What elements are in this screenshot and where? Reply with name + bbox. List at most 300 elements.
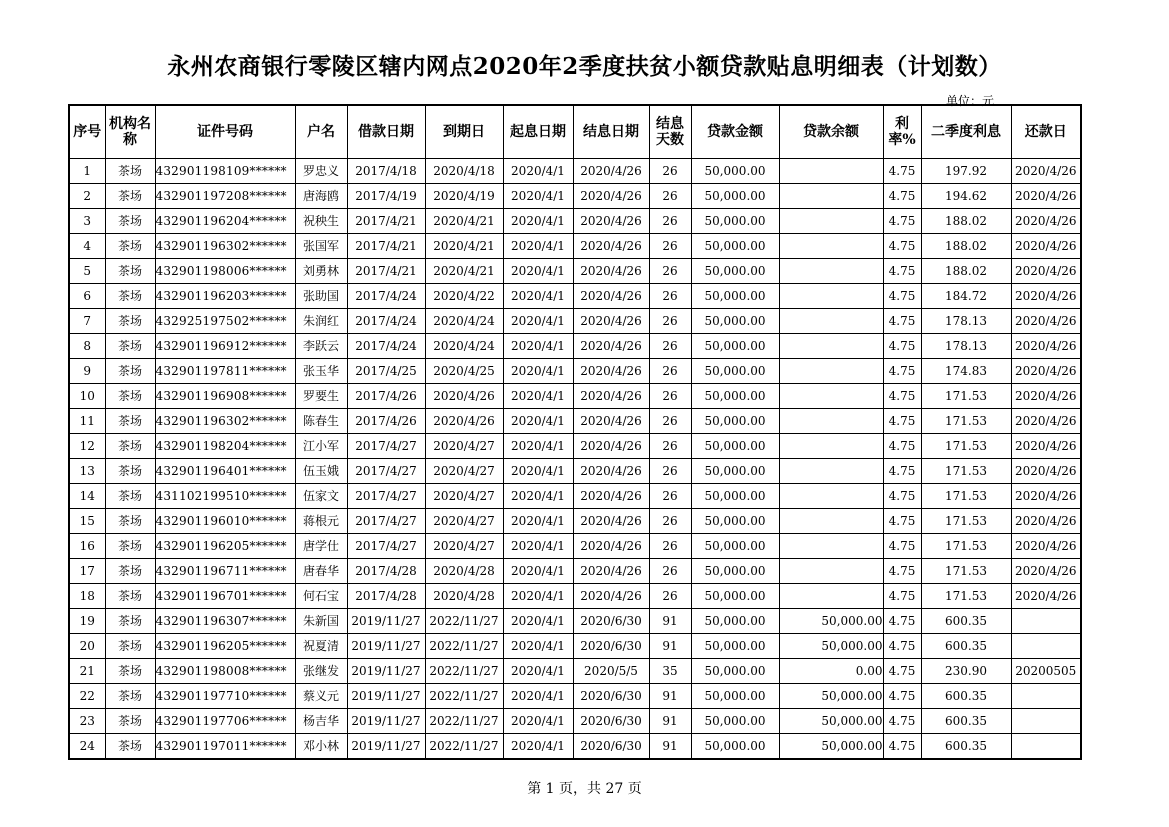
account-name-cell: 张国军: [295, 234, 347, 259]
account-name-cell: 刘勇林: [295, 259, 347, 284]
header-cell: 借款日期: [347, 105, 425, 159]
row-number-cell: 6: [69, 284, 105, 309]
interest-settle-date-cell: 2020/4/26: [573, 434, 649, 459]
interest-rate-cell: 4.75: [883, 259, 921, 284]
interest-days-cell: 26: [649, 234, 691, 259]
loan-date-cell: 2017/4/21: [347, 234, 425, 259]
interest-start-date-cell: 2020/4/1: [503, 509, 573, 534]
id-number-cell: 432901197811******: [155, 359, 295, 384]
interest-rate-cell: 4.75: [883, 709, 921, 734]
interest-start-date-cell: 2020/4/1: [503, 159, 573, 184]
account-name-cell: 蔡义元: [295, 684, 347, 709]
row-number-cell: 20: [69, 634, 105, 659]
branch-name-cell: 茶场: [105, 234, 155, 259]
loan-date-cell: 2019/11/27: [347, 659, 425, 684]
loan-amount-cell: 50,000.00: [691, 259, 779, 284]
interest-start-date-cell: 2020/4/1: [503, 709, 573, 734]
loan-amount-cell: 50,000.00: [691, 284, 779, 309]
interest-settle-date-cell: 2020/6/30: [573, 609, 649, 634]
interest-rate-cell: 4.75: [883, 209, 921, 234]
account-name-cell: 蒋根元: [295, 509, 347, 534]
repayment-date-cell: 2020/4/26: [1011, 334, 1081, 359]
row-number-cell: 9: [69, 359, 105, 384]
row-number-cell: 22: [69, 684, 105, 709]
due-date-cell: 2020/4/19: [425, 184, 503, 209]
loan-amount-cell: 50,000.00: [691, 209, 779, 234]
interest-start-date-cell: 2020/4/1: [503, 334, 573, 359]
interest-days-cell: 91: [649, 634, 691, 659]
account-name-cell: 朱新国: [295, 609, 347, 634]
interest-start-date-cell: 2020/4/1: [503, 684, 573, 709]
row-number-cell: 18: [69, 584, 105, 609]
branch-name-cell: 茶场: [105, 284, 155, 309]
header-row: [69, 105, 1081, 159]
interest-rate-cell: 4.75: [883, 584, 921, 609]
table-row: [69, 559, 1081, 584]
id-number-cell: 432901197706******: [155, 709, 295, 734]
interest-days-cell: 26: [649, 409, 691, 434]
loan-date-cell: 2019/11/27: [347, 634, 425, 659]
loan-date-cell: 2017/4/24: [347, 284, 425, 309]
q2-interest-cell: 188.02: [921, 234, 1011, 259]
interest-settle-date-cell: 2020/4/26: [573, 384, 649, 409]
unit-label: 单位：元: [946, 94, 995, 108]
interest-start-date-cell: 2020/4/1: [503, 209, 573, 234]
interest-settle-date-cell: 2020/4/26: [573, 284, 649, 309]
interest-settle-date-cell: 2020/4/26: [573, 309, 649, 334]
loan-date-cell: 2019/11/27: [347, 709, 425, 734]
loan-amount-cell: 50,000.00: [691, 459, 779, 484]
interest-days-cell: 26: [649, 534, 691, 559]
table-row: [69, 659, 1081, 684]
branch-name-cell: 茶场: [105, 359, 155, 384]
table-row: [69, 384, 1081, 409]
table-row: [69, 609, 1081, 634]
interest-rate-cell: 4.75: [883, 609, 921, 634]
loan-balance-cell: [779, 159, 883, 184]
interest-rate-cell: 4.75: [883, 309, 921, 334]
account-name-cell: 朱润红: [295, 309, 347, 334]
loan-amount-cell: 50,000.00: [691, 484, 779, 509]
due-date-cell: 2020/4/21: [425, 234, 503, 259]
loan-amount-cell: 50,000.00: [691, 309, 779, 334]
id-number-cell: 432901198008******: [155, 659, 295, 684]
account-name-cell: 李跃云: [295, 334, 347, 359]
interest-settle-date-cell: 2020/4/26: [573, 209, 649, 234]
interest-rate-cell: 4.75: [883, 284, 921, 309]
interest-days-cell: 91: [649, 734, 691, 760]
interest-days-cell: 26: [649, 184, 691, 209]
loan-amount-cell: 50,000.00: [691, 359, 779, 384]
loan-balance-cell: 50,000.00: [779, 734, 883, 760]
interest-rate-cell: 4.75: [883, 634, 921, 659]
table-row: [69, 584, 1081, 609]
account-name-cell: 张助国: [295, 284, 347, 309]
q2-interest-cell: 197.92: [921, 159, 1011, 184]
loan-amount-cell: 50,000.00: [691, 334, 779, 359]
interest-settle-date-cell: 2020/4/26: [573, 484, 649, 509]
loan-date-cell: 2017/4/27: [347, 534, 425, 559]
loan-amount-cell: 50,000.00: [691, 609, 779, 634]
due-date-cell: 2020/4/18: [425, 159, 503, 184]
id-number-cell: 432901196701******: [155, 584, 295, 609]
row-number-cell: 13: [69, 459, 105, 484]
account-name-cell: 杨吉华: [295, 709, 347, 734]
id-number-cell: 432901196205******: [155, 534, 295, 559]
loan-balance-cell: [779, 309, 883, 334]
loan-amount-cell: 50,000.00: [691, 534, 779, 559]
header-cell: 结息天数: [649, 105, 691, 159]
repayment-date-cell: 2020/4/26: [1011, 284, 1081, 309]
table-row: [69, 334, 1081, 359]
loan-date-cell: 2017/4/27: [347, 484, 425, 509]
q2-interest-cell: 171.53: [921, 584, 1011, 609]
interest-days-cell: 26: [649, 309, 691, 334]
interest-start-date-cell: 2020/4/1: [503, 559, 573, 584]
q2-interest-cell: 171.53: [921, 484, 1011, 509]
interest-rate-cell: 4.75: [883, 734, 921, 760]
interest-settle-date-cell: 2020/4/26: [573, 459, 649, 484]
q2-interest-cell: 600.35: [921, 684, 1011, 709]
id-number-cell: 432901196711******: [155, 559, 295, 584]
repayment-date-cell: [1011, 709, 1081, 734]
interest-settle-date-cell: 2020/4/26: [573, 359, 649, 384]
account-name-cell: 陈春生: [295, 409, 347, 434]
branch-name-cell: 茶场: [105, 659, 155, 684]
interest-days-cell: 26: [649, 509, 691, 534]
row-number-cell: 10: [69, 384, 105, 409]
id-number-cell: 432901198204******: [155, 434, 295, 459]
q2-interest-cell: 600.35: [921, 734, 1011, 760]
table-row: [69, 259, 1081, 284]
id-number-cell: 432901196205******: [155, 634, 295, 659]
row-number-cell: 23: [69, 709, 105, 734]
account-name-cell: 张继发: [295, 659, 347, 684]
row-number-cell: 17: [69, 559, 105, 584]
q2-interest-cell: 184.72: [921, 284, 1011, 309]
header-cell: 户名: [295, 105, 347, 159]
interest-days-cell: 91: [649, 609, 691, 634]
interest-days-cell: 26: [649, 434, 691, 459]
interest-rate-cell: 4.75: [883, 509, 921, 534]
id-number-cell: 432901197710******: [155, 684, 295, 709]
loan-date-cell: 2017/4/24: [347, 309, 425, 334]
interest-start-date-cell: 2020/4/1: [503, 259, 573, 284]
repayment-date-cell: 2020/4/26: [1011, 234, 1081, 259]
row-number-cell: 3: [69, 209, 105, 234]
branch-name-cell: 茶场: [105, 709, 155, 734]
row-number-cell: 24: [69, 734, 105, 760]
loan-date-cell: 2017/4/24: [347, 334, 425, 359]
branch-name-cell: 茶场: [105, 559, 155, 584]
loan-balance-cell: 50,000.00: [779, 634, 883, 659]
interest-days-cell: 26: [649, 259, 691, 284]
interest-settle-date-cell: 2020/4/26: [573, 534, 649, 559]
branch-name-cell: 茶场: [105, 684, 155, 709]
interest-days-cell: 26: [649, 384, 691, 409]
due-date-cell: 2020/4/26: [425, 409, 503, 434]
due-date-cell: 2022/11/27: [425, 709, 503, 734]
interest-start-date-cell: 2020/4/1: [503, 234, 573, 259]
header-cell: 利率%: [883, 105, 921, 159]
table-row: [69, 409, 1081, 434]
q2-interest-cell: 171.53: [921, 559, 1011, 584]
loan-balance-cell: [779, 484, 883, 509]
account-name-cell: 罗忠义: [295, 159, 347, 184]
interest-settle-date-cell: 2020/4/26: [573, 234, 649, 259]
loan-date-cell: 2017/4/21: [347, 209, 425, 234]
loan-amount-cell: 50,000.00: [691, 684, 779, 709]
loan-date-cell: 2019/11/27: [347, 684, 425, 709]
q2-interest-cell: 171.53: [921, 434, 1011, 459]
account-name-cell: 罗要生: [295, 384, 347, 409]
interest-start-date-cell: 2020/4/1: [503, 734, 573, 760]
interest-days-cell: 26: [649, 334, 691, 359]
due-date-cell: 2020/4/21: [425, 259, 503, 284]
q2-interest-cell: 230.90: [921, 659, 1011, 684]
due-date-cell: 2020/4/24: [425, 334, 503, 359]
table-row: [69, 484, 1081, 509]
header-cell: 结息日期: [573, 105, 649, 159]
repayment-date-cell: 2020/4/26: [1011, 584, 1081, 609]
loan-date-cell: 2017/4/19: [347, 184, 425, 209]
account-name-cell: 祝夏清: [295, 634, 347, 659]
branch-name-cell: 茶场: [105, 634, 155, 659]
due-date-cell: 2020/4/28: [425, 559, 503, 584]
loan-amount-cell: 50,000.00: [691, 634, 779, 659]
branch-name-cell: 茶场: [105, 409, 155, 434]
repayment-date-cell: 2020/4/26: [1011, 409, 1081, 434]
loan-balance-cell: [779, 334, 883, 359]
table-row: [69, 159, 1081, 184]
loan-date-cell: 2017/4/28: [347, 559, 425, 584]
due-date-cell: 2020/4/27: [425, 434, 503, 459]
repayment-date-cell: [1011, 609, 1081, 634]
loan-balance-cell: [779, 584, 883, 609]
interest-start-date-cell: 2020/4/1: [503, 359, 573, 384]
interest-days-cell: 26: [649, 209, 691, 234]
id-number-cell: 432901196912******: [155, 334, 295, 359]
account-name-cell: 江小军: [295, 434, 347, 459]
due-date-cell: 2022/11/27: [425, 684, 503, 709]
branch-name-cell: 茶场: [105, 734, 155, 760]
loan-balance-cell: [779, 409, 883, 434]
interest-settle-date-cell: 2020/6/30: [573, 634, 649, 659]
table-row: [69, 684, 1081, 709]
branch-name-cell: 茶场: [105, 434, 155, 459]
interest-start-date-cell: 2020/4/1: [503, 434, 573, 459]
interest-settle-date-cell: 2020/4/26: [573, 159, 649, 184]
header-cell: 证件号码: [155, 105, 295, 159]
branch-name-cell: 茶场: [105, 259, 155, 284]
header-cell: 贷款金额: [691, 105, 779, 159]
header-cell: 机构名称: [105, 105, 155, 159]
loan-amount-cell: 50,000.00: [691, 434, 779, 459]
table-row: [69, 634, 1081, 659]
interest-rate-cell: 4.75: [883, 684, 921, 709]
loan-date-cell: 2019/11/27: [347, 609, 425, 634]
id-number-cell: 432901198109******: [155, 159, 295, 184]
interest-settle-date-cell: 2020/6/30: [573, 709, 649, 734]
loan-amount-cell: 50,000.00: [691, 384, 779, 409]
repayment-date-cell: 2020/4/26: [1011, 259, 1081, 284]
interest-rate-cell: 4.75: [883, 484, 921, 509]
id-number-cell: 432901196010******: [155, 509, 295, 534]
branch-name-cell: 茶场: [105, 209, 155, 234]
loan-balance-cell: [779, 559, 883, 584]
interest-settle-date-cell: 2020/4/26: [573, 509, 649, 534]
row-number-cell: 5: [69, 259, 105, 284]
row-number-cell: 11: [69, 409, 105, 434]
repayment-date-cell: 2020/4/26: [1011, 209, 1081, 234]
repayment-date-cell: 2020/4/26: [1011, 559, 1081, 584]
due-date-cell: 2020/4/24: [425, 309, 503, 334]
due-date-cell: 2022/11/27: [425, 634, 503, 659]
loan-balance-cell: [779, 534, 883, 559]
row-number-cell: 1: [69, 159, 105, 184]
interest-settle-date-cell: 2020/4/26: [573, 334, 649, 359]
interest-start-date-cell: 2020/4/1: [503, 284, 573, 309]
header-cell: 还款日: [1011, 105, 1081, 159]
loan-balance-cell: [779, 459, 883, 484]
branch-name-cell: 茶场: [105, 534, 155, 559]
interest-days-cell: 35: [649, 659, 691, 684]
interest-settle-date-cell: 2020/4/26: [573, 559, 649, 584]
loan-amount-cell: 50,000.00: [691, 509, 779, 534]
interest-days-cell: 91: [649, 684, 691, 709]
id-number-cell: 432901196401******: [155, 459, 295, 484]
due-date-cell: 2020/4/27: [425, 484, 503, 509]
q2-interest-cell: 188.02: [921, 209, 1011, 234]
repayment-date-cell: [1011, 684, 1081, 709]
interest-rate-cell: 4.75: [883, 409, 921, 434]
id-number-cell: 432901196203******: [155, 284, 295, 309]
q2-interest-cell: 171.53: [921, 459, 1011, 484]
due-date-cell: 2022/11/27: [425, 659, 503, 684]
interest-start-date-cell: 2020/4/1: [503, 459, 573, 484]
id-number-cell: 431102199510******: [155, 484, 295, 509]
table-row: [69, 509, 1081, 534]
repayment-date-cell: 2020/4/26: [1011, 509, 1081, 534]
interest-rate-cell: 4.75: [883, 559, 921, 584]
header-cell: 到期日: [425, 105, 503, 159]
repayment-date-cell: 2020/4/26: [1011, 459, 1081, 484]
id-number-cell: 432901197011******: [155, 734, 295, 760]
interest-rate-cell: 4.75: [883, 159, 921, 184]
account-name-cell: 唐学仕: [295, 534, 347, 559]
q2-interest-cell: 171.53: [921, 409, 1011, 434]
loan-amount-cell: 50,000.00: [691, 234, 779, 259]
loan-date-cell: 2017/4/27: [347, 509, 425, 534]
interest-rate-cell: 4.75: [883, 359, 921, 384]
q2-interest-cell: 171.53: [921, 534, 1011, 559]
loan-amount-cell: 50,000.00: [691, 659, 779, 684]
row-number-cell: 12: [69, 434, 105, 459]
interest-start-date-cell: 2020/4/1: [503, 309, 573, 334]
id-number-cell: 432901196307******: [155, 609, 295, 634]
interest-start-date-cell: 2020/4/1: [503, 634, 573, 659]
id-number-cell: 432925197502******: [155, 309, 295, 334]
loan-balance-cell: [779, 434, 883, 459]
interest-settle-date-cell: 2020/6/30: [573, 684, 649, 709]
due-date-cell: 2022/11/27: [425, 609, 503, 634]
interest-start-date-cell: 2020/4/1: [503, 484, 573, 509]
interest-days-cell: 26: [649, 159, 691, 184]
loan-date-cell: 2017/4/18: [347, 159, 425, 184]
q2-interest-cell: 178.13: [921, 334, 1011, 359]
repayment-date-cell: 2020/4/26: [1011, 309, 1081, 334]
interest-days-cell: 26: [649, 284, 691, 309]
repayment-date-cell: 20200505: [1011, 659, 1081, 684]
q2-interest-cell: 178.13: [921, 309, 1011, 334]
header-cell: 起息日期: [503, 105, 573, 159]
due-date-cell: 2020/4/28: [425, 584, 503, 609]
interest-start-date-cell: 2020/4/1: [503, 659, 573, 684]
interest-start-date-cell: 2020/4/1: [503, 584, 573, 609]
table-row: [69, 309, 1081, 334]
interest-rate-cell: 4.75: [883, 459, 921, 484]
interest-rate-cell: 4.75: [883, 534, 921, 559]
loan-balance-cell: [779, 184, 883, 209]
branch-name-cell: 茶场: [105, 159, 155, 184]
repayment-date-cell: 2020/4/26: [1011, 434, 1081, 459]
account-name-cell: 邓小林: [295, 734, 347, 760]
account-name-cell: 伍家文: [295, 484, 347, 509]
id-number-cell: 432901198006******: [155, 259, 295, 284]
q2-interest-cell: 600.35: [921, 634, 1011, 659]
loan-balance-cell: [779, 359, 883, 384]
due-date-cell: 2020/4/21: [425, 209, 503, 234]
table-row: [69, 284, 1081, 309]
interest-settle-date-cell: 2020/4/26: [573, 184, 649, 209]
loan-balance-cell: [779, 259, 883, 284]
q2-interest-cell: 600.35: [921, 609, 1011, 634]
interest-days-cell: 26: [649, 559, 691, 584]
row-number-cell: 2: [69, 184, 105, 209]
interest-settle-date-cell: 2020/4/26: [573, 409, 649, 434]
row-number-cell: 16: [69, 534, 105, 559]
branch-name-cell: 茶场: [105, 384, 155, 409]
interest-settle-date-cell: 2020/5/5: [573, 659, 649, 684]
table-row: [69, 734, 1081, 760]
loan-amount-cell: 50,000.00: [691, 734, 779, 760]
interest-settle-date-cell: 2020/4/26: [573, 584, 649, 609]
interest-start-date-cell: 2020/4/1: [503, 384, 573, 409]
account-name-cell: 张玉华: [295, 359, 347, 384]
interest-days-cell: 26: [649, 459, 691, 484]
q2-interest-cell: 194.62: [921, 184, 1011, 209]
due-date-cell: 2020/4/27: [425, 459, 503, 484]
id-number-cell: 432901196908******: [155, 384, 295, 409]
account-name-cell: 唐春华: [295, 559, 347, 584]
loan-balance-cell: [779, 384, 883, 409]
loan-date-cell: 2017/4/28: [347, 584, 425, 609]
loan-amount-cell: 50,000.00: [691, 709, 779, 734]
q2-interest-cell: 171.53: [921, 384, 1011, 409]
repayment-date-cell: 2020/4/26: [1011, 534, 1081, 559]
interest-days-cell: 26: [649, 359, 691, 384]
table-row: [69, 434, 1081, 459]
interest-start-date-cell: 2020/4/1: [503, 409, 573, 434]
id-number-cell: 432901197208******: [155, 184, 295, 209]
q2-interest-cell: 188.02: [921, 259, 1011, 284]
id-number-cell: 432901196204******: [155, 209, 295, 234]
interest-start-date-cell: 2020/4/1: [503, 534, 573, 559]
q2-interest-cell: 174.83: [921, 359, 1011, 384]
q2-interest-cell: 171.53: [921, 509, 1011, 534]
row-number-cell: 19: [69, 609, 105, 634]
due-date-cell: 2020/4/26: [425, 384, 503, 409]
